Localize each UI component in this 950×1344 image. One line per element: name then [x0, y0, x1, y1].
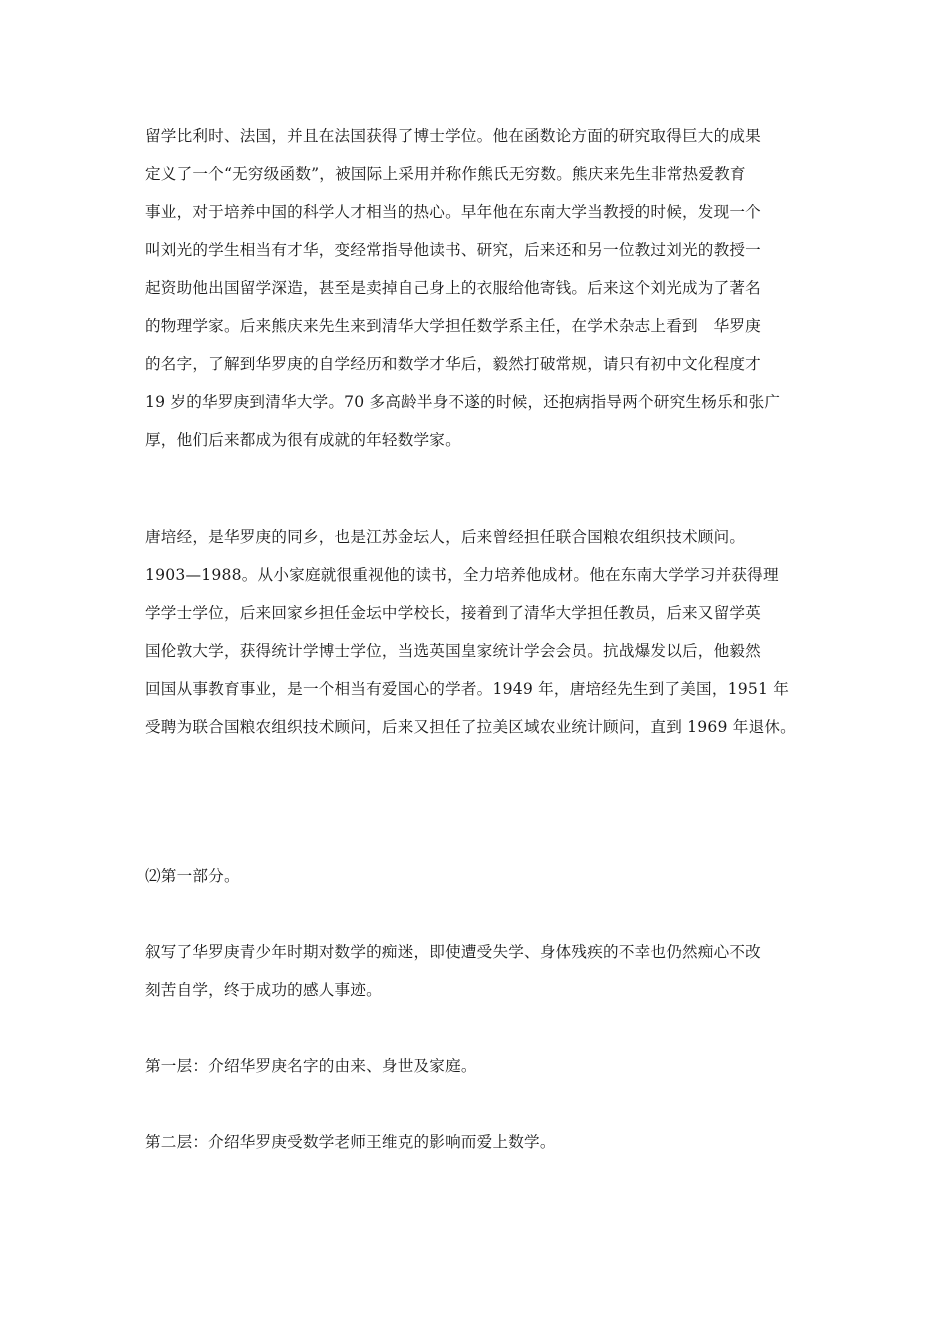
paragraph2-line: 唐培经，是华罗庚的同乡，也是江苏金坛人，后来曾经担任联合国粮农组织技术顾问。	[145, 528, 746, 546]
paragraph1-line: 事业，对于培养中国的科学人才相当的热心。早年他在东南大学当教授的时候，发现一个	[145, 203, 761, 221]
paragraph1-line: 留学比利时、法国，并且在法国获得了博士学位。他在函数论方面的研究取得巨大的成果	[145, 127, 761, 145]
section-heading: ⑵第一部分。	[145, 867, 240, 885]
paragraph2-line: 回国从事教育事业，是一个相当有爱国心的学者。1949 年，唐培经先生到了美国，1951 年	[145, 680, 790, 698]
paragraph2-line: 国伦敦大学，获得统计学博士学位，当选英国皇家统计学会会员。抗战爆发以后，他毅然	[145, 642, 761, 660]
paragraph1-line: 19 岁的华罗庚到清华大学。70 多高龄半身不遂的时候，还抱病指导两个研究生杨乐和张广	[145, 393, 781, 411]
paragraph1-line: 叫刘光的学生相当有才华，变经常指导他读书、研究，后来还和另一位教过刘光的教授一	[145, 241, 761, 259]
paragraph1-line: 定义了一个“无穷级函数”，被国际上采用并称作熊氏无穷数。熊庆来先生非常热爱教育	[145, 165, 746, 183]
paragraph1-line: 起资助他出国留学深造，甚至是卖掉自己身上的衣服给他寄钱。后来这个刘光成为了著名	[145, 279, 761, 297]
paragraph1-line: 的物理学家。后来熊庆来先生来到清华大学担任数学系主任，在学术杂志上看到 华罗庚	[145, 317, 761, 335]
paragraph2-line: 学学士学位，后来回家乡担任金坛中学校长，接着到了清华大学担任教员，后来又留学英	[145, 604, 761, 622]
paragraph3-line: 刻苦自学，终于成功的感人事迹。	[145, 981, 382, 999]
paragraph2-line: 1903—1988。从小家庭就很重视他的读书，全力培养他成材。他在东南大学学习并获得理	[145, 566, 779, 584]
paragraph1-line: 厚，他们后来都成为很有成就的年轻数学家。	[145, 431, 461, 449]
paragraph3-line: 叙写了华罗庚青少年时期对数学的痴迷，即使遭受失学、身体残疾的不幸也仍然痴心不改	[145, 943, 761, 961]
paragraph1-line: 的名字，了解到华罗庚的自学经历和数学才华后，毅然打破常规，请只有初中文化程度才	[145, 355, 761, 373]
layer1-text: 第一层：介绍华罗庚名字的由来、身世及家庭。	[145, 1057, 477, 1075]
layer2-text: 第二层：介绍华罗庚受数学老师王维克的影响而爱上数学。	[145, 1133, 556, 1151]
paragraph2-line: 受聘为联合国粮农组织技术顾问，后来又担任了拉美区域农业统计顾问，直到 1969 年退休。	[145, 718, 796, 736]
